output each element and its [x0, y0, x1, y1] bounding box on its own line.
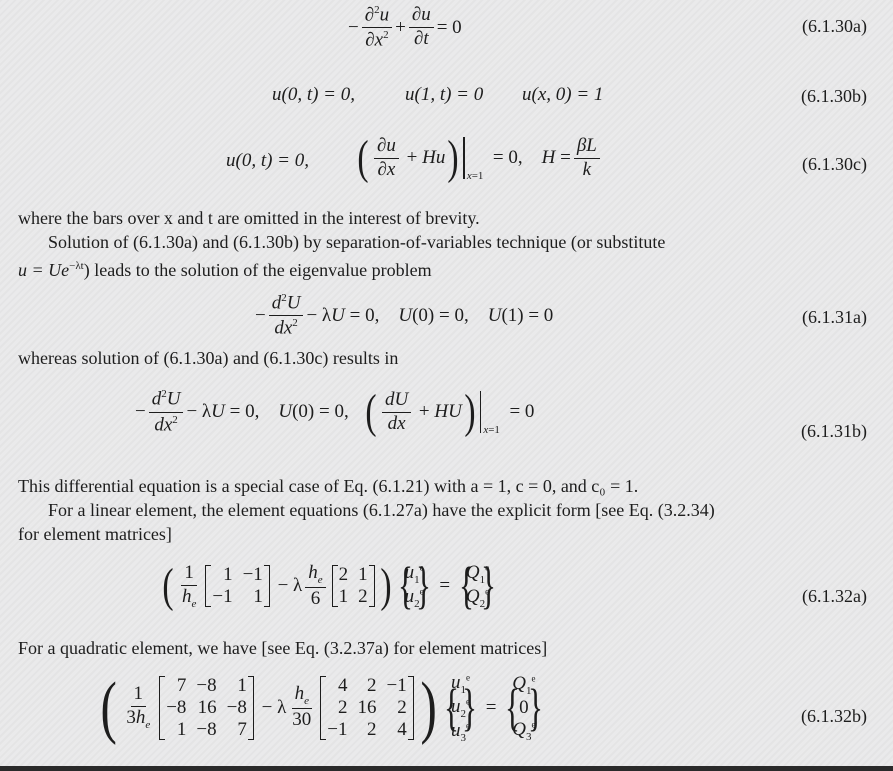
paragraph-linear-element: For a linear element, the element equations (6.1.27a) have the explicit form [see Eq. (3.2.34) for element matrices]	[18, 500, 715, 544]
equation-6-1-31b: − $\frac{d^2U}{dx^2}$ − λU = 0, U(0) = 0, ( $\frac{dU}{dx}$ + HU ) x=1 = 0 (6.1.31b)	[135, 385, 867, 441]
paragraph-special-case: This differential equation is a special case of Eq. (6.1.21) with a = 1, c = 0, and c₀ = 1.	[18, 476, 639, 496]
equation-number: (6.1.30c)	[802, 154, 867, 174]
paragraph-quadratic-element: For a quadratic element, we have [see Eq. (3.2.37a) for element matrices]	[18, 638, 548, 658]
initial-condition: u(x, 0) = 1	[522, 84, 604, 105]
equation-6-1-31a: − $\frac{d^2U}{dx^2}$ − λU = 0, U(0) = 0, U(1) = 0 (6.1.31a)	[255, 292, 867, 339]
equation-number: (6.1.30a)	[802, 16, 867, 36]
paragraph-bars-omitted: where the bars over x and t are omitted in the interest of brevity.	[18, 208, 480, 228]
boundary-condition-1: u(0, t) = 0,	[226, 150, 310, 171]
equation-6-1-30b	[0, 84, 893, 110]
bottom-border	[0, 766, 893, 771]
paragraph-whereas: whereas solution of (6.1.30a) and (6.1.30c) results in	[18, 348, 399, 368]
paragraph-separation-of-variables: Solution of (6.1.30a) and (6.1.30b) by separation-of-variables technique (or substitute $u = Ue^{-\lambda t}$) leads to the solution of the eigenvalue problem	[18, 232, 666, 280]
equation-6-1-30a: − $\frac{\partial^2u}{\partial x^2}$ + $\frac{\partial u}{\partial t}$ = 0 (6.1.30a)	[348, 4, 867, 51]
boundary-condition-2: u(1, t) = 0	[405, 84, 484, 105]
equation-number: (6.1.31a)	[802, 307, 867, 327]
equation-6-1-30c: u(0, t) = 0, ( $\frac{\partial u}{\partial x}$ + Hu ) x=1 = 0, H = $\frac{\beta L}{k}$ (6.1.30c)	[226, 131, 867, 184]
equation-number: (6.1.32b)	[801, 706, 867, 726]
equation-6-1-32b: ( $\frac{1}{3h_e}$ 7 −8 1 −8 16 −8 1 −8 7 − λ $\frac{h_e}{30}$ 4 2 −1 2 16 2 −1 2 4 ) { $u_1^e$ $u_2^e$ $u_3^e$ } = { $Q_1^e$ 0 $Q_3^e$ } (6.1.32b)	[0, 670, 893, 762]
boundary-condition-1: u(0, t) = 0,	[272, 84, 356, 105]
equation-number: (6.1.31b)	[801, 421, 867, 441]
equation-6-1-32a: ( $\frac{1}{h_e}$ 1 −1 −1 1 − λ $\frac{h_e}{6}$ 2 1 1 2 ) { $u_1^e$ $u_2^e$ } = { $Q_1^e$ $Q_2^e$ } (6.1.32a)	[0, 560, 893, 626]
equation-number: (6.1.32a)	[802, 586, 867, 606]
equation-number: (6.1.30b)	[801, 86, 867, 106]
